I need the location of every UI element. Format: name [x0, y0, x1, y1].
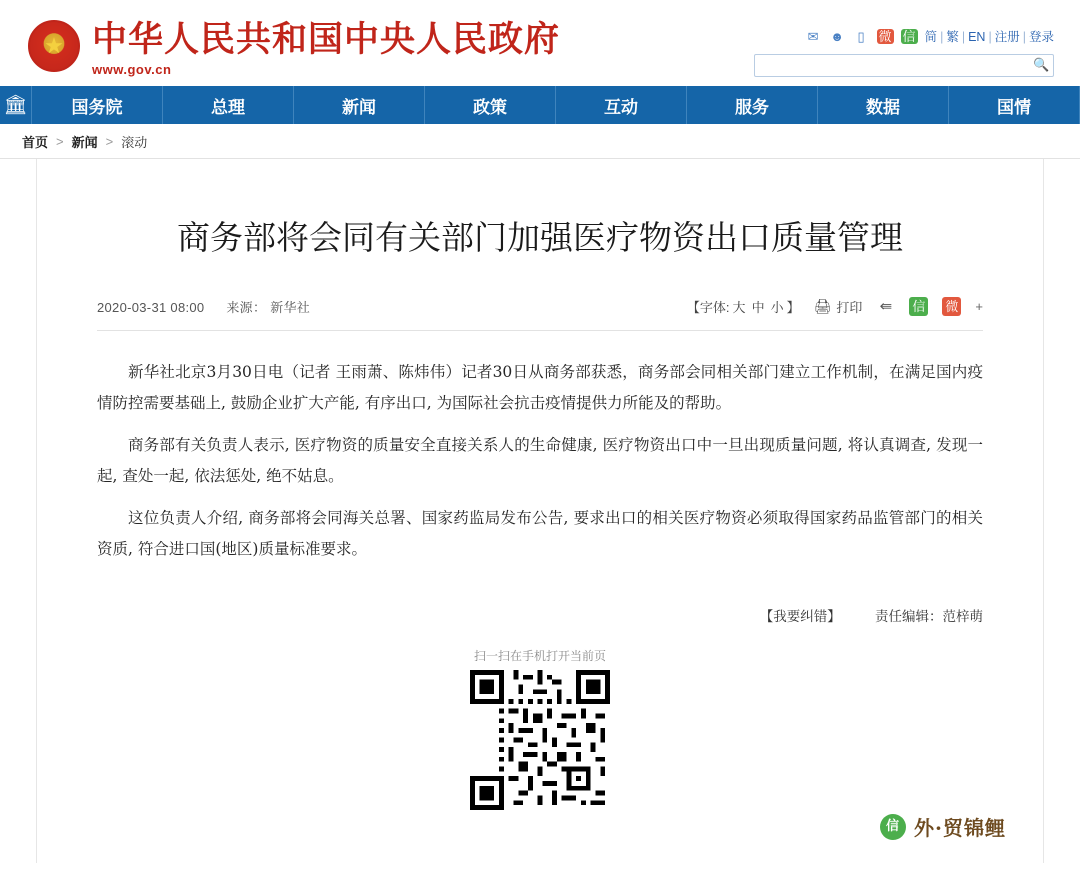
page-body — [0, 158, 1080, 863]
nav-item-zongli[interactable]: 总理 — [163, 86, 294, 124]
header-utilities — [754, 26, 1054, 77]
editor-credit: 责任编辑：范梓萌 — [875, 609, 983, 625]
link-separator: | — [961, 30, 966, 44]
wechat-icon: 信 — [880, 814, 906, 840]
breadcrumb-item-rolling: 滚动 — [121, 134, 148, 150]
register-link[interactable]: 注册 — [994, 30, 1020, 44]
font-size-suffix: 】 — [786, 300, 800, 315]
nav-item-hudong[interactable]: 互动 — [556, 86, 687, 124]
weibo-icon[interactable]: 微 — [878, 28, 892, 44]
nav-item-fuwu[interactable]: 服务 — [687, 86, 818, 124]
article-paragraph: 商务部有关负责人表示, 医疗物资的质量安全直接关系人的生命健康, 医疗物资出口中一旦出现质量问题, 将认真调查, 发现一起, 查处一起, 依法惩处, 绝不姑息。 — [97, 436, 983, 485]
weibo-share-icon[interactable]: 微 — [942, 297, 961, 316]
site-search[interactable] — [754, 54, 1054, 77]
print-label: 打印 — [836, 300, 863, 315]
nav-home-button[interactable] — [0, 86, 32, 124]
qr-code-icon — [470, 670, 610, 810]
link-separator: | — [988, 30, 992, 44]
wechat-icon[interactable]: 信 — [902, 28, 916, 44]
report-error-link[interactable]: 【我要纠错】 — [759, 609, 841, 625]
wechat-share-icon[interactable]: 信 — [909, 297, 928, 316]
source-name: 新华社 — [270, 300, 311, 315]
watermark-text: 外·贸锦鲤 — [914, 816, 1006, 840]
breadcrumb-item-news[interactable]: 新闻 — [71, 134, 98, 150]
font-size-medium[interactable]: 中 — [751, 300, 765, 315]
font-size-label: 【字体: — [686, 300, 730, 315]
site-domain: www.gov.cn — [92, 62, 172, 77]
publish-date: 2020-03-31 08:00 — [97, 300, 205, 315]
qr-section — [97, 647, 983, 810]
lang-traditional-link[interactable]: 繁 — [946, 30, 959, 44]
source-label: 来源： — [226, 300, 267, 315]
main-navigation — [0, 86, 1080, 124]
article-meta-left — [97, 297, 310, 316]
article-meta — [97, 297, 983, 331]
language-links — [925, 27, 1054, 45]
lang-simplified-link[interactable]: 简 — [924, 30, 938, 44]
login-link[interactable]: 登录 — [1028, 30, 1054, 44]
mobile-icon[interactable]: ▯ — [857, 28, 865, 44]
font-size-small[interactable]: 小 — [770, 300, 784, 315]
article-footer — [97, 605, 983, 625]
print-button[interactable] — [814, 297, 863, 316]
nav-item-guoqing[interactable]: 国情 — [949, 86, 1080, 124]
article-paragraph: 这位负责人介绍, 商务部将会同海关总署、国家药监局发布公告, 要求出口的相关医疗物资必须取得国家药品监管部门的相关资质, 符合进口国(地区)质量标准要求。 — [97, 509, 983, 558]
header-icon-row — [754, 26, 1054, 46]
breadcrumb-separator: > — [105, 133, 114, 149]
breadcrumb-separator: > — [56, 133, 64, 149]
site-title: 中华人民共和国中央人民政府 — [92, 19, 561, 60]
font-size-control — [687, 297, 800, 316]
site-header — [0, 0, 1080, 86]
article-paragraph: 新华社北京3月30日电（记者 王雨萧、陈炜伟）记者30日从商务部获悉，商务部会同相关部门建立工作机制，在满足国内疫情防控需要基础上, 鼓励企业扩大产能, 有序出口, 为国际社会抗击疫情提供力所能及的帮助。 — [97, 363, 983, 412]
page-title: 商务部将会同有关部门加强医疗物资出口质量管理 — [177, 218, 903, 257]
lang-english-link[interactable]: EN — [968, 30, 986, 44]
article-tools — [687, 297, 983, 316]
watermark — [880, 812, 1006, 841]
national-emblem-icon — [28, 20, 80, 72]
chat-icon[interactable]: ☻ — [830, 28, 844, 44]
qr-caption: 扫一扫在手机打开当前页 — [473, 649, 606, 663]
search-input[interactable] — [755, 55, 1053, 76]
breadcrumb — [0, 124, 1080, 158]
font-size-large[interactable]: 大 — [732, 300, 746, 315]
more-share-icon[interactable]: + — [975, 299, 983, 314]
link-separator: | — [940, 30, 944, 44]
printer-icon: 🖨 — [813, 298, 832, 314]
share-network-icon[interactable]: ⇚ — [879, 298, 893, 315]
nav-item-guowuyuan[interactable]: 国务院 — [32, 86, 163, 124]
link-separator: | — [1022, 30, 1026, 44]
breadcrumb-item-home[interactable]: 首页 — [22, 134, 49, 150]
nav-item-zhengce[interactable]: 政策 — [425, 86, 556, 124]
search-icon[interactable]: 🔍 — [1033, 57, 1050, 72]
nav-item-shuju[interactable]: 数据 — [818, 86, 949, 124]
nav-item-xinwen[interactable]: 新闻 — [294, 86, 425, 124]
emblem-star-icon: ★ — [44, 33, 64, 58]
article-body — [97, 357, 983, 565]
site-branding — [92, 20, 560, 77]
article-container — [36, 159, 1044, 863]
home-gate-icon: 🏛 — [3, 94, 28, 116]
mail-icon[interactable]: ✉ — [807, 28, 819, 44]
